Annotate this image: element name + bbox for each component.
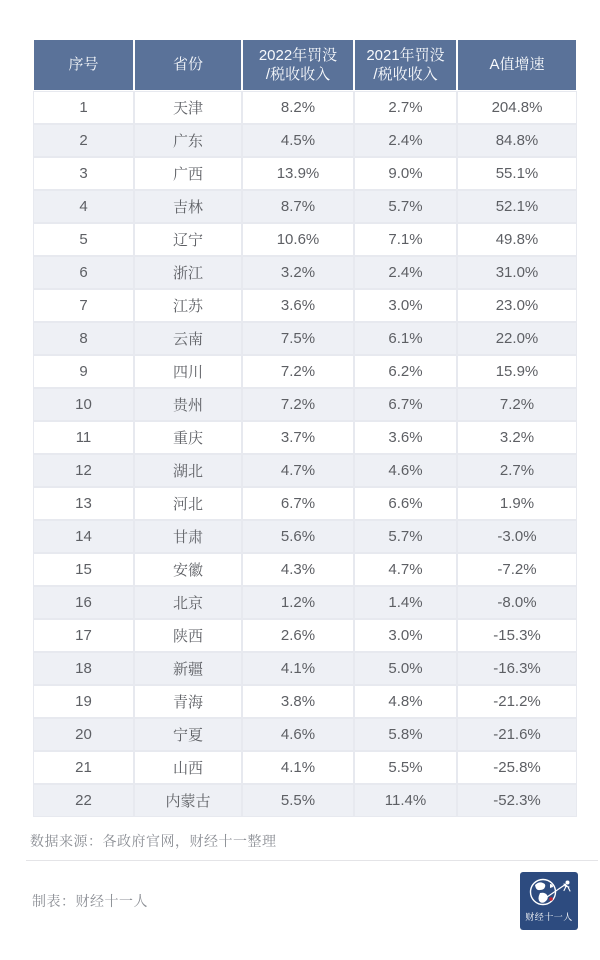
table-cell: 1.9%	[458, 488, 576, 519]
table-cell: 3.2%	[458, 422, 576, 453]
table-cell: 宁夏	[135, 719, 241, 750]
table-cell: 山西	[135, 752, 241, 783]
table-cell: 8.7%	[243, 191, 353, 222]
table-cell: 北京	[135, 587, 241, 618]
table-cell: 2	[34, 125, 133, 156]
table-cell: 15.9%	[458, 356, 576, 387]
table-cell: 天津	[135, 92, 241, 123]
table-cell: 3.6%	[243, 290, 353, 321]
header-row	[34, 40, 576, 90]
table-cell: 辽宁	[135, 224, 241, 255]
table-cell: 3.7%	[243, 422, 353, 453]
table-cell: 4.6%	[243, 719, 353, 750]
table-row	[34, 389, 576, 420]
logo-text: 财经十一人	[525, 912, 573, 922]
table-cell: 6.1%	[355, 323, 456, 354]
table-body	[34, 92, 576, 816]
table-cell: 7.2%	[243, 356, 353, 387]
table-cell: 19	[34, 686, 133, 717]
table-cell: 四川	[135, 356, 241, 387]
table-row	[34, 191, 576, 222]
data-source-note: 数据来源：各政府官网，财经十一整理	[30, 833, 277, 849]
table-row	[34, 488, 576, 519]
credit-note: 制表：财经十一人	[32, 893, 148, 909]
table-cell: -21.6%	[458, 719, 576, 750]
column-header-0: 序号	[34, 40, 133, 90]
column-header-4: A值增速	[458, 40, 576, 90]
table-cell: 52.1%	[458, 191, 576, 222]
table-cell: 江苏	[135, 290, 241, 321]
table-row	[34, 521, 576, 552]
table-cell: 甘肃	[135, 521, 241, 552]
table-row	[34, 620, 576, 651]
table-row	[34, 125, 576, 156]
table-cell: 湖北	[135, 455, 241, 486]
table-cell: 7.5%	[243, 323, 353, 354]
table-cell: 23.0%	[458, 290, 576, 321]
table-cell: 8	[34, 323, 133, 354]
table-cell: 4.7%	[243, 455, 353, 486]
table-cell: 9.0%	[355, 158, 456, 189]
table-cell: -52.3%	[458, 785, 576, 816]
table-cell: 18	[34, 653, 133, 684]
table-cell: 7.1%	[355, 224, 456, 255]
table-row	[34, 653, 576, 684]
table-cell: 6.7%	[243, 488, 353, 519]
table-cell: 6	[34, 257, 133, 288]
table-cell: 2.7%	[355, 92, 456, 123]
table-cell: 5.7%	[355, 521, 456, 552]
table-cell: 陕西	[135, 620, 241, 651]
caijing-eleven-logo	[520, 872, 578, 930]
table-row	[34, 224, 576, 255]
table-cell: 3.0%	[355, 290, 456, 321]
table-cell: 4	[34, 191, 133, 222]
table-cell: 6.6%	[355, 488, 456, 519]
table-row	[34, 719, 576, 750]
table-cell: 3	[34, 158, 133, 189]
table-cell: 4.8%	[355, 686, 456, 717]
table-cell: 6.7%	[355, 389, 456, 420]
provinces-fines-table	[32, 38, 578, 818]
table-cell: 31.0%	[458, 257, 576, 288]
table-cell: 7	[34, 290, 133, 321]
table-cell: 13	[34, 488, 133, 519]
table-cell: 河北	[135, 488, 241, 519]
table-cell: 5.7%	[355, 191, 456, 222]
table-row	[34, 323, 576, 354]
table-cell: 11.4%	[355, 785, 456, 816]
table-cell: 22.0%	[458, 323, 576, 354]
table-cell: 吉林	[135, 191, 241, 222]
table-cell: 4.7%	[355, 554, 456, 585]
table-cell: 重庆	[135, 422, 241, 453]
table-cell: 2.4%	[355, 125, 456, 156]
table-cell: 5.0%	[355, 653, 456, 684]
table-row	[34, 554, 576, 585]
table-cell: -3.0%	[458, 521, 576, 552]
table-cell: 浙江	[135, 257, 241, 288]
table-row	[34, 257, 576, 288]
table-row	[34, 455, 576, 486]
table-cell: 14	[34, 521, 133, 552]
table-cell: 10	[34, 389, 133, 420]
table-cell: 10.6%	[243, 224, 353, 255]
table-cell: 6.2%	[355, 356, 456, 387]
table-cell: 20	[34, 719, 133, 750]
table-cell: 3.8%	[243, 686, 353, 717]
table-cell: 2.4%	[355, 257, 456, 288]
table-cell: 云南	[135, 323, 241, 354]
table-cell: 55.1%	[458, 158, 576, 189]
table-cell: 7.2%	[243, 389, 353, 420]
table-cell: 贵州	[135, 389, 241, 420]
table-cell: 5.5%	[355, 752, 456, 783]
table-cell: -8.0%	[458, 587, 576, 618]
table-cell: -7.2%	[458, 554, 576, 585]
footer-divider	[26, 860, 598, 861]
table-cell: 84.8%	[458, 125, 576, 156]
table-cell: 4.3%	[243, 554, 353, 585]
table-cell: 5.8%	[355, 719, 456, 750]
column-header-1: 省份	[135, 40, 241, 90]
table-row	[34, 785, 576, 816]
table-cell: 17	[34, 620, 133, 651]
table-cell: -25.8%	[458, 752, 576, 783]
table-cell: 4.6%	[355, 455, 456, 486]
table-cell: 3.0%	[355, 620, 456, 651]
table-cell: 8.2%	[243, 92, 353, 123]
column-header-2: 2022年罚没 /税收收入	[243, 40, 353, 90]
table-cell: 204.8%	[458, 92, 576, 123]
table-cell: 5	[34, 224, 133, 255]
table-cell: 5.5%	[243, 785, 353, 816]
table-row	[34, 158, 576, 189]
table-cell: 22	[34, 785, 133, 816]
table-cell: 49.8%	[458, 224, 576, 255]
table-row	[34, 290, 576, 321]
table-cell: 13.9%	[243, 158, 353, 189]
table-row	[34, 686, 576, 717]
table-cell: 4.1%	[243, 752, 353, 783]
table-cell: -21.2%	[458, 686, 576, 717]
table-cell: 青海	[135, 686, 241, 717]
footer-row	[32, 872, 573, 930]
table-cell: 21	[34, 752, 133, 783]
table-cell: 15	[34, 554, 133, 585]
table-cell: 3.6%	[355, 422, 456, 453]
table-row	[34, 422, 576, 453]
table-cell: 1	[34, 92, 133, 123]
table-cell: 广西	[135, 158, 241, 189]
table-cell: 4.5%	[243, 125, 353, 156]
table-cell: 11	[34, 422, 133, 453]
table-cell: 新疆	[135, 653, 241, 684]
table-cell: 9	[34, 356, 133, 387]
table-cell: 2.7%	[458, 455, 576, 486]
table-cell: 1.4%	[355, 587, 456, 618]
table-cell: 12	[34, 455, 133, 486]
table-cell: 3.2%	[243, 257, 353, 288]
table-cell: 2.6%	[243, 620, 353, 651]
table-cell: -16.3%	[458, 653, 576, 684]
table-cell: 广东	[135, 125, 241, 156]
table-row	[34, 356, 576, 387]
table-row	[34, 587, 576, 618]
table-cell: 16	[34, 587, 133, 618]
table-row	[34, 752, 576, 783]
table-cell: 1.2%	[243, 587, 353, 618]
table-cell: 5.6%	[243, 521, 353, 552]
column-header-3: 2021年罚没 /税收收入	[355, 40, 456, 90]
table-cell: 内蒙古	[135, 785, 241, 816]
table-cell: 7.2%	[458, 389, 576, 420]
table-cell: -15.3%	[458, 620, 576, 651]
table-row	[34, 92, 576, 123]
table-header	[34, 40, 576, 90]
table-cell: 4.1%	[243, 653, 353, 684]
table-cell: 安徽	[135, 554, 241, 585]
